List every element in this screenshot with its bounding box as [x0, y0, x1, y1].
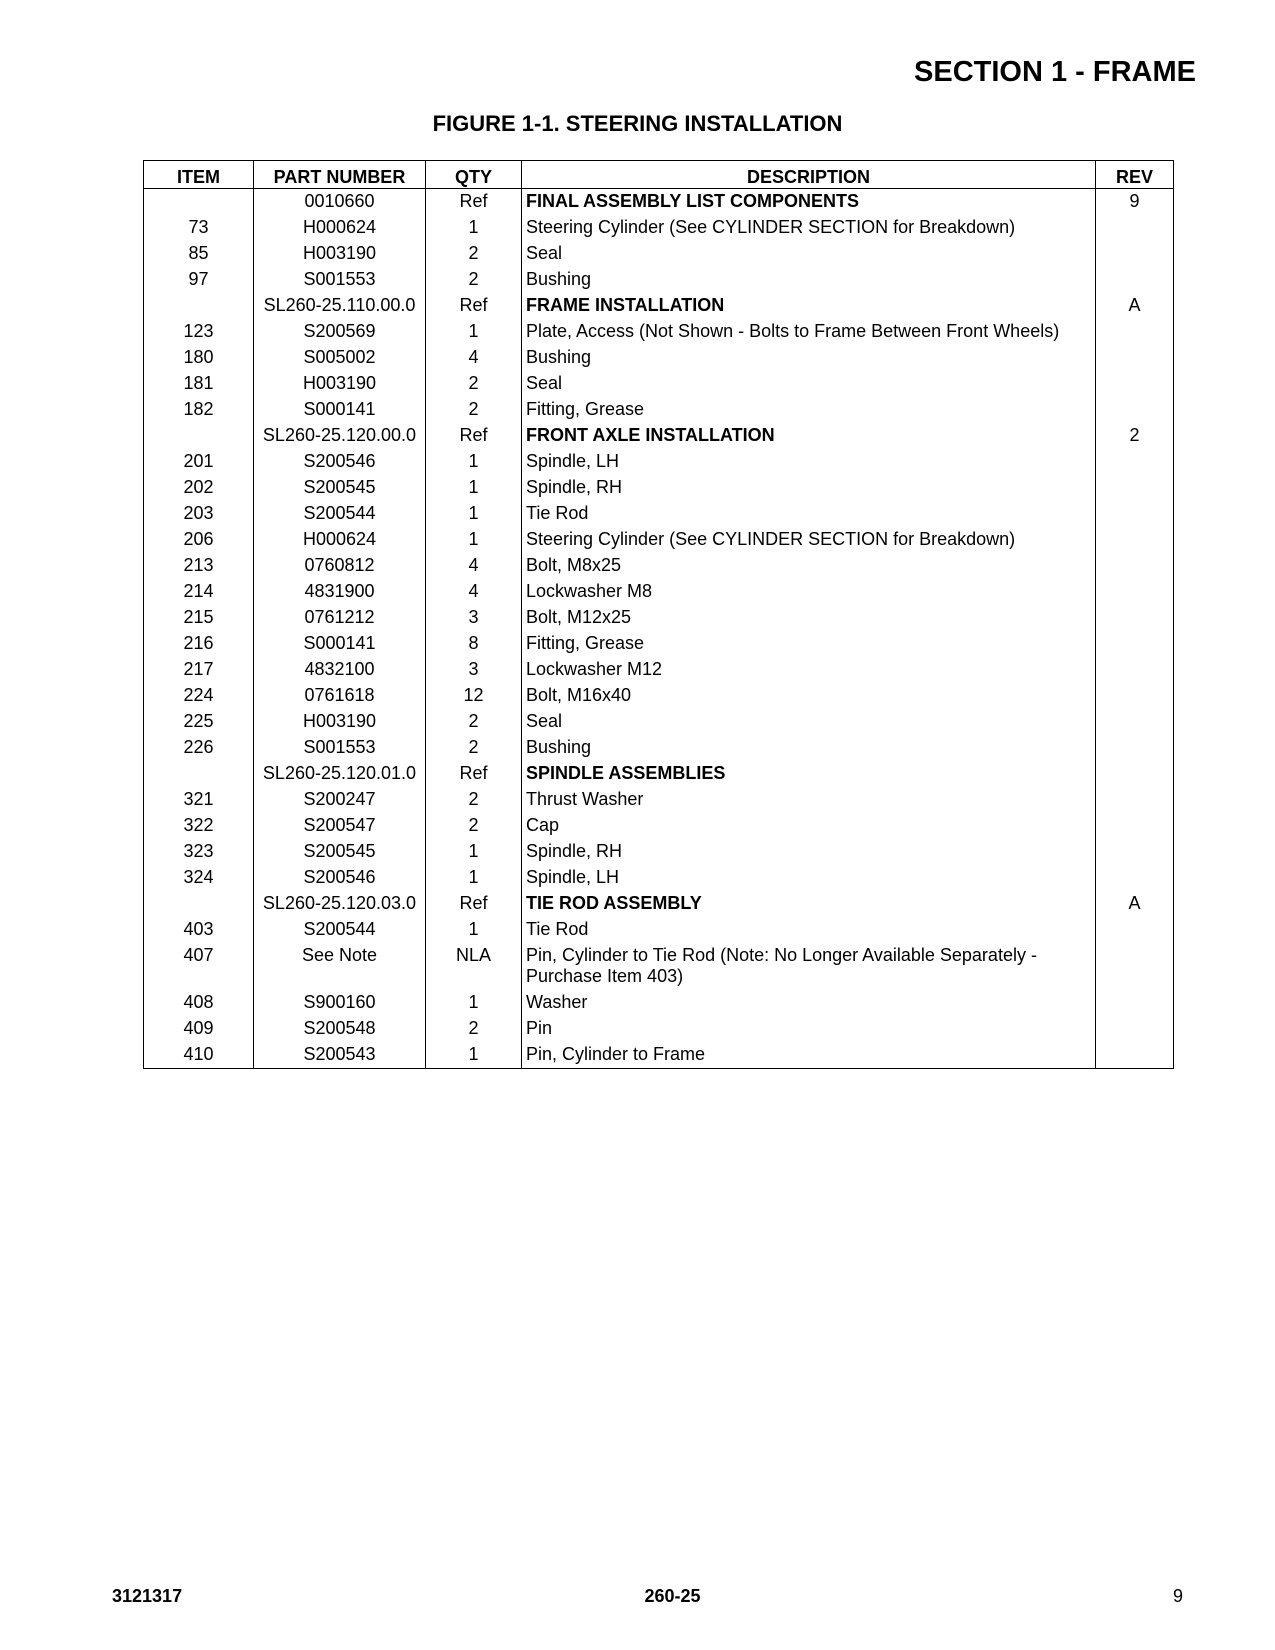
cell-qty: Ref — [426, 761, 522, 787]
cell-item — [144, 891, 254, 917]
cell-part-number: SL260-25.110.00.0 — [254, 293, 426, 319]
cell-description: SPINDLE ASSEMBLIES — [522, 761, 1096, 787]
cell-item — [144, 423, 254, 449]
cell-part-number: SL260-25.120.00.0 — [254, 423, 426, 449]
cell-qty: Ref — [426, 293, 522, 319]
cell-part-number: S001553 — [254, 267, 426, 293]
cell-qty: 2 — [426, 813, 522, 839]
table-row — [144, 527, 1174, 553]
cell-qty: 4 — [426, 579, 522, 605]
cell-item: 226 — [144, 735, 254, 761]
cell-rev — [1096, 1016, 1174, 1042]
cell-part-number: SL260-25.120.01.0 — [254, 761, 426, 787]
cell-rev — [1096, 371, 1174, 397]
cell-rev: 9 — [1096, 189, 1174, 216]
cell-part-number: H000624 — [254, 215, 426, 241]
cell-part-number: S200544 — [254, 501, 426, 527]
cell-qty: NLA — [426, 943, 522, 990]
cell-description: FRONT AXLE INSTALLATION — [522, 423, 1096, 449]
cell-part-number: 4831900 — [254, 579, 426, 605]
cell-item: 97 — [144, 267, 254, 293]
table-row — [144, 631, 1174, 657]
cell-rev — [1096, 267, 1174, 293]
header-item: ITEM — [144, 161, 254, 189]
cell-qty: 2 — [426, 241, 522, 267]
cell-rev — [1096, 917, 1174, 943]
table-row — [144, 683, 1174, 709]
table-row — [144, 1042, 1174, 1069]
cell-rev — [1096, 813, 1174, 839]
cell-qty: 8 — [426, 631, 522, 657]
cell-qty: 2 — [426, 735, 522, 761]
cell-rev — [1096, 345, 1174, 371]
table-row — [144, 553, 1174, 579]
cell-qty: 1 — [426, 527, 522, 553]
cell-item: 213 — [144, 553, 254, 579]
cell-rev — [1096, 579, 1174, 605]
cell-rev — [1096, 553, 1174, 579]
table-row — [144, 1016, 1174, 1042]
cell-part-number: H000624 — [254, 527, 426, 553]
cell-description: Plate, Access (Not Shown - Bolts to Frame Between Front Wheels) — [522, 319, 1096, 345]
parts-table — [143, 160, 1174, 1069]
cell-description: Bolt, M12x25 — [522, 605, 1096, 631]
cell-part-number: H003190 — [254, 371, 426, 397]
cell-rev — [1096, 449, 1174, 475]
cell-qty: 1 — [426, 501, 522, 527]
cell-item — [144, 189, 254, 216]
cell-item: 203 — [144, 501, 254, 527]
cell-qty: 2 — [426, 787, 522, 813]
cell-item: 409 — [144, 1016, 254, 1042]
cell-qty: 1 — [426, 475, 522, 501]
cell-part-number: 0760812 — [254, 553, 426, 579]
cell-rev — [1096, 1042, 1174, 1069]
cell-part-number: S200546 — [254, 865, 426, 891]
cell-description: Bolt, M16x40 — [522, 683, 1096, 709]
figure-title: FIGURE 1-1. STEERING INSTALLATION — [432, 111, 843, 136]
cell-qty: 12 — [426, 683, 522, 709]
table-row — [144, 865, 1174, 891]
table-row — [144, 345, 1174, 371]
table-row — [144, 943, 1174, 990]
table-row — [144, 787, 1174, 813]
cell-item: 214 — [144, 579, 254, 605]
cell-description: Spindle, LH — [522, 865, 1096, 891]
cell-qty: 2 — [426, 397, 522, 423]
cell-description: Pin, Cylinder to Frame — [522, 1042, 1096, 1069]
cell-rev — [1096, 943, 1174, 990]
cell-rev — [1096, 709, 1174, 735]
cell-description: Steering Cylinder (See CYLINDER SECTION for Breakdown) — [522, 527, 1096, 553]
cell-item: 225 — [144, 709, 254, 735]
cell-item: 216 — [144, 631, 254, 657]
cell-item: 403 — [144, 917, 254, 943]
cell-part-number: S200247 — [254, 787, 426, 813]
cell-rev: A — [1096, 891, 1174, 917]
cell-part-number: 0761618 — [254, 683, 426, 709]
cell-item: 322 — [144, 813, 254, 839]
table-row — [144, 813, 1174, 839]
cell-part-number: S200547 — [254, 813, 426, 839]
cell-part-number: 4832100 — [254, 657, 426, 683]
cell-description: Fitting, Grease — [522, 631, 1096, 657]
cell-part-number: S000141 — [254, 397, 426, 423]
cell-item: 123 — [144, 319, 254, 345]
table-row — [144, 397, 1174, 423]
cell-qty: 1 — [426, 319, 522, 345]
cell-part-number: H003190 — [254, 241, 426, 267]
cell-qty: 1 — [426, 839, 522, 865]
cell-part-number: See Note — [254, 943, 426, 990]
cell-part-number: S005002 — [254, 345, 426, 371]
cell-item: 182 — [144, 397, 254, 423]
cell-rev — [1096, 683, 1174, 709]
header-qty: QTY — [426, 161, 522, 189]
cell-part-number: 0010660 — [254, 189, 426, 216]
cell-description: Spindle, LH — [522, 449, 1096, 475]
cell-description: Thrust Washer — [522, 787, 1096, 813]
cell-item: 202 — [144, 475, 254, 501]
cell-item: 217 — [144, 657, 254, 683]
cell-rev — [1096, 319, 1174, 345]
table-row — [144, 579, 1174, 605]
cell-part-number: S200546 — [254, 449, 426, 475]
cell-part-number: SL260-25.120.03.0 — [254, 891, 426, 917]
cell-description: Fitting, Grease — [522, 397, 1096, 423]
footer-page-number: 9 — [1172, 1586, 1183, 1606]
cell-rev — [1096, 631, 1174, 657]
cell-qty: 2 — [426, 267, 522, 293]
header-rev: REV — [1096, 161, 1174, 189]
cell-rev — [1096, 241, 1174, 267]
cell-description: Bushing — [522, 735, 1096, 761]
cell-description: Steering Cylinder (See CYLINDER SECTION for Breakdown) — [522, 215, 1096, 241]
cell-item: 407 — [144, 943, 254, 990]
cell-part-number: S000141 — [254, 631, 426, 657]
cell-qty: 1 — [426, 865, 522, 891]
cell-description: Seal — [522, 709, 1096, 735]
cell-rev — [1096, 865, 1174, 891]
cell-rev — [1096, 475, 1174, 501]
cell-rev: 2 — [1096, 423, 1174, 449]
cell-rev — [1096, 605, 1174, 631]
cell-item: 408 — [144, 990, 254, 1016]
table-row — [144, 267, 1174, 293]
table-row — [144, 709, 1174, 735]
table-row-assembly-heading — [144, 891, 1174, 917]
cell-part-number: S200543 — [254, 1042, 426, 1069]
table-row-assembly-heading — [144, 293, 1174, 319]
cell-part-number: S200569 — [254, 319, 426, 345]
cell-item — [144, 761, 254, 787]
cell-description: TIE ROD ASSEMBLY — [522, 891, 1096, 917]
cell-qty: 1 — [426, 449, 522, 475]
cell-item: 224 — [144, 683, 254, 709]
cell-description: Lockwasher M8 — [522, 579, 1096, 605]
table-row — [144, 371, 1174, 397]
table-row — [144, 475, 1174, 501]
cell-rev — [1096, 215, 1174, 241]
cell-description: Spindle, RH — [522, 475, 1096, 501]
cell-description: FRAME INSTALLATION — [522, 293, 1096, 319]
table-row — [144, 735, 1174, 761]
section-title: SECTION 1 - FRAME — [914, 56, 1196, 88]
footer-doc-number: 3121317 — [112, 1586, 183, 1606]
table-row-assembly-heading — [144, 761, 1174, 787]
cell-rev — [1096, 990, 1174, 1016]
cell-rev — [1096, 839, 1174, 865]
cell-description: Washer — [522, 990, 1096, 1016]
cell-qty: 3 — [426, 657, 522, 683]
cell-rev — [1096, 527, 1174, 553]
table-row — [144, 241, 1174, 267]
cell-rev — [1096, 501, 1174, 527]
cell-item: 323 — [144, 839, 254, 865]
table-row — [144, 319, 1174, 345]
cell-item: 410 — [144, 1042, 254, 1069]
table-row — [144, 917, 1174, 943]
cell-qty: 1 — [426, 917, 522, 943]
cell-description: Pin, Cylinder to Tie Rod (Note: No Longer Available Separately - Purchase Item 403) — [522, 943, 1096, 990]
cell-qty: Ref — [426, 891, 522, 917]
cell-description: Tie Rod — [522, 917, 1096, 943]
cell-description: Cap — [522, 813, 1096, 839]
header-part-number: PART NUMBER — [254, 161, 426, 189]
cell-rev — [1096, 787, 1174, 813]
cell-description: Bushing — [522, 345, 1096, 371]
cell-qty: Ref — [426, 423, 522, 449]
cell-qty: 1 — [426, 1042, 522, 1069]
cell-description: Spindle, RH — [522, 839, 1096, 865]
cell-part-number: S001553 — [254, 735, 426, 761]
cell-rev — [1096, 761, 1174, 787]
table-row — [144, 605, 1174, 631]
cell-rev — [1096, 657, 1174, 683]
footer-model: 260-25 — [644, 1586, 701, 1606]
table-row — [144, 990, 1174, 1016]
cell-item — [144, 293, 254, 319]
cell-rev — [1096, 397, 1174, 423]
cell-qty: 3 — [426, 605, 522, 631]
cell-qty: 2 — [426, 371, 522, 397]
cell-part-number: S200545 — [254, 839, 426, 865]
cell-qty: 2 — [426, 709, 522, 735]
table-row-assembly-heading — [144, 189, 1174, 216]
cell-description: Bolt, M8x25 — [522, 553, 1096, 579]
cell-item: 215 — [144, 605, 254, 631]
cell-qty: 1 — [426, 990, 522, 1016]
table-header-row — [144, 161, 1174, 189]
cell-item: 324 — [144, 865, 254, 891]
parts-table-body — [144, 189, 1174, 1069]
cell-item: 201 — [144, 449, 254, 475]
cell-qty: 2 — [426, 1016, 522, 1042]
cell-item: 321 — [144, 787, 254, 813]
cell-description: Tie Rod — [522, 501, 1096, 527]
cell-part-number: 0761212 — [254, 605, 426, 631]
table-row-assembly-heading — [144, 423, 1174, 449]
cell-qty: 1 — [426, 215, 522, 241]
table-row — [144, 449, 1174, 475]
cell-item: 180 — [144, 345, 254, 371]
cell-part-number: H003190 — [254, 709, 426, 735]
cell-description: Seal — [522, 241, 1096, 267]
cell-qty: Ref — [426, 189, 522, 216]
cell-part-number: S900160 — [254, 990, 426, 1016]
header-description: DESCRIPTION — [522, 161, 1096, 189]
cell-item: 181 — [144, 371, 254, 397]
cell-rev — [1096, 735, 1174, 761]
table-row — [144, 215, 1174, 241]
cell-part-number: S200544 — [254, 917, 426, 943]
cell-item: 85 — [144, 241, 254, 267]
cell-qty: 4 — [426, 345, 522, 371]
cell-qty: 4 — [426, 553, 522, 579]
cell-part-number: S200548 — [254, 1016, 426, 1042]
cell-description: Lockwasher M12 — [522, 657, 1096, 683]
cell-description: Seal — [522, 371, 1096, 397]
table-row — [144, 501, 1174, 527]
cell-item: 73 — [144, 215, 254, 241]
cell-part-number: S200545 — [254, 475, 426, 501]
cell-description: FINAL ASSEMBLY LIST COMPONENTS — [522, 189, 1096, 216]
cell-description: Pin — [522, 1016, 1096, 1042]
cell-description: Bushing — [522, 267, 1096, 293]
cell-rev: A — [1096, 293, 1174, 319]
table-row — [144, 839, 1174, 865]
cell-item: 206 — [144, 527, 254, 553]
table-row — [144, 657, 1174, 683]
